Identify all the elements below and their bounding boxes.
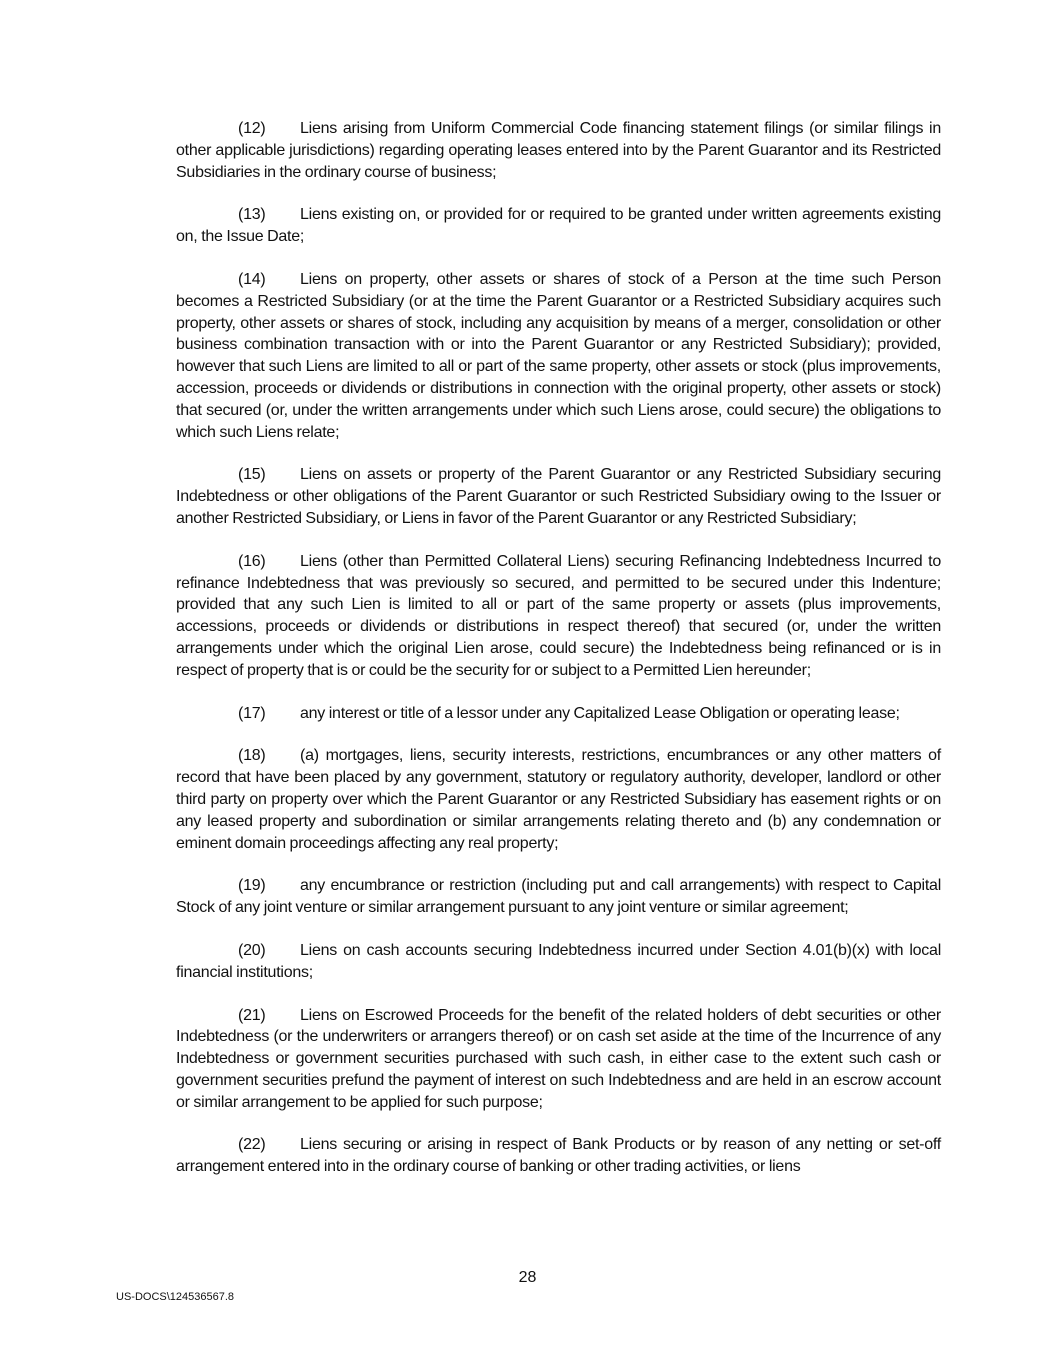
document-id-footer: US-DOCS\124536567.8: [116, 1291, 235, 1303]
paragraph-text: (a) mortgages, liens, security interests, restrictions, encumbrances or any other matters of record that have been placed by any government, statutory or regulatory authority, developer, landlord or other third party on property over which the Parent Guarantor or any Restricted Subsidiary has easement rights or on any leased property and subordination or similar arrangements relating thereto and (b) any condemnation or eminent domain proceedings affecting any real property;: [176, 747, 941, 852]
paragraph-number: (20): [238, 941, 266, 959]
paragraph-text: Liens on cash accounts securing Indebtedness incurred under Section 4.01(b)(x) with local financial institutions;: [176, 941, 941, 981]
paragraph-21: [176, 1005, 941, 1114]
paragraph-16: [176, 551, 941, 682]
paragraph-number: (17): [238, 704, 266, 722]
paragraph-20: [176, 940, 941, 984]
paragraph-number: (14): [238, 270, 266, 288]
paragraph-text: Liens on assets or property of the Parent Guarantor or any Restricted Subsidiary securing Indebtedness or other obligations of the Parent Guarantor or such Restricted Subsidiary owing to the Issuer or another Restricted Subsidiary, or Liens in favor of the Parent Guarantor or any Restricted Subsidiary;: [176, 466, 941, 527]
paragraph-18: [176, 745, 941, 854]
paragraph-number: (18): [238, 747, 266, 765]
paragraph-text: Liens on property, other assets or shares of stock of a Person at the time such Person becomes a Restricted Subsidiary (or at the time the Parent Guarantor or a Restricted Subsidiary acquires such property, other assets or shares of stock, including any acquisition by means of a merger, consolidation or other business combination transaction with or into the Parent Guarantor or any Restricted Subsidiary); provided, however that such Liens are limited to all or part of the same property, other assets or stock (plus improvements, accession, proceeds or dividends or distributions in connection with the original property, other assets or stock) that secured (or, under the written arrangements under which such Liens arose, could secure) the obligations to which such Liens relate;: [176, 270, 941, 441]
paragraph-22: [176, 1134, 941, 1178]
paragraph-number: (13): [238, 206, 266, 224]
paragraph-19: [176, 875, 941, 919]
paragraph-14: [176, 269, 941, 443]
paragraph-number: (22): [238, 1136, 266, 1154]
page-number: 28: [518, 1269, 537, 1286]
paragraph-text: Liens securing or arising in respect of Bank Products or by reason of any netting or set-off arrangement entered into in the ordinary course of banking or other trading activities, or liens: [176, 1136, 941, 1176]
paragraph-text: any encumbrance or restriction (including put and call arrangements) with respect to Capital Stock of any joint venture or similar arrangement pursuant to any joint venture or similar agreement;: [176, 877, 941, 917]
paragraph-12: [176, 118, 941, 183]
paragraph-text: Liens existing on, or provided for or required to be granted under written agreements existing on, the Issue Date;: [176, 206, 941, 246]
paragraph-17: [176, 703, 941, 725]
paragraph-number: (16): [238, 552, 266, 570]
paragraph-13: [176, 204, 941, 248]
paragraph-text: Liens (other than Permitted Collateral Liens) securing Refinancing Indebtedness Incurred to refinance Indebtedness that was previously so secured, and permitted to be secured under this Indenture; provided that any such Lien is limited to all or part of the same property or assets (plus improvements, accessions, proceeds or dividends or distributions in respect thereof) that secured (or, under the written arrangements under which the original Lien arose, could secure) the Indebtedness being refinanced or is in respect of property that is or could be the security for or subject to a Permitted Lien hereunder;: [176, 552, 941, 679]
paragraph-number: (12): [238, 120, 266, 137]
document-body: [176, 118, 941, 1199]
paragraph-15: [176, 464, 941, 529]
paragraph-number: (15): [238, 466, 266, 484]
paragraph-text: any interest or title of a lessor under any Capitalized Lease Obligation or operating lease;: [300, 704, 900, 722]
paragraph-number: (19): [238, 877, 266, 895]
paragraph-text: Liens on Escrowed Proceeds for the benefit of the related holders of debt securities or other Indebtedness (or the underwriters or arrangers thereof) or on cash set aside at the time of the Incurrence of any Indebtedness or government securities purchased with such cash, in either case to the extent such cash or government securities prefund the payment of interest on such Indebtedness and are held in an escrow account or similar arrangement to be applied for such purpose;: [176, 1006, 941, 1111]
paragraph-text: Liens arising from Uniform Commercial Code financing statement filings (or similar filings in other applicable jurisdictions) regarding operating leases entered into by the Parent Guarantor and its Restricted Subsidiaries in the ordinary course of business;: [176, 120, 941, 181]
paragraph-number: (21): [238, 1006, 266, 1024]
